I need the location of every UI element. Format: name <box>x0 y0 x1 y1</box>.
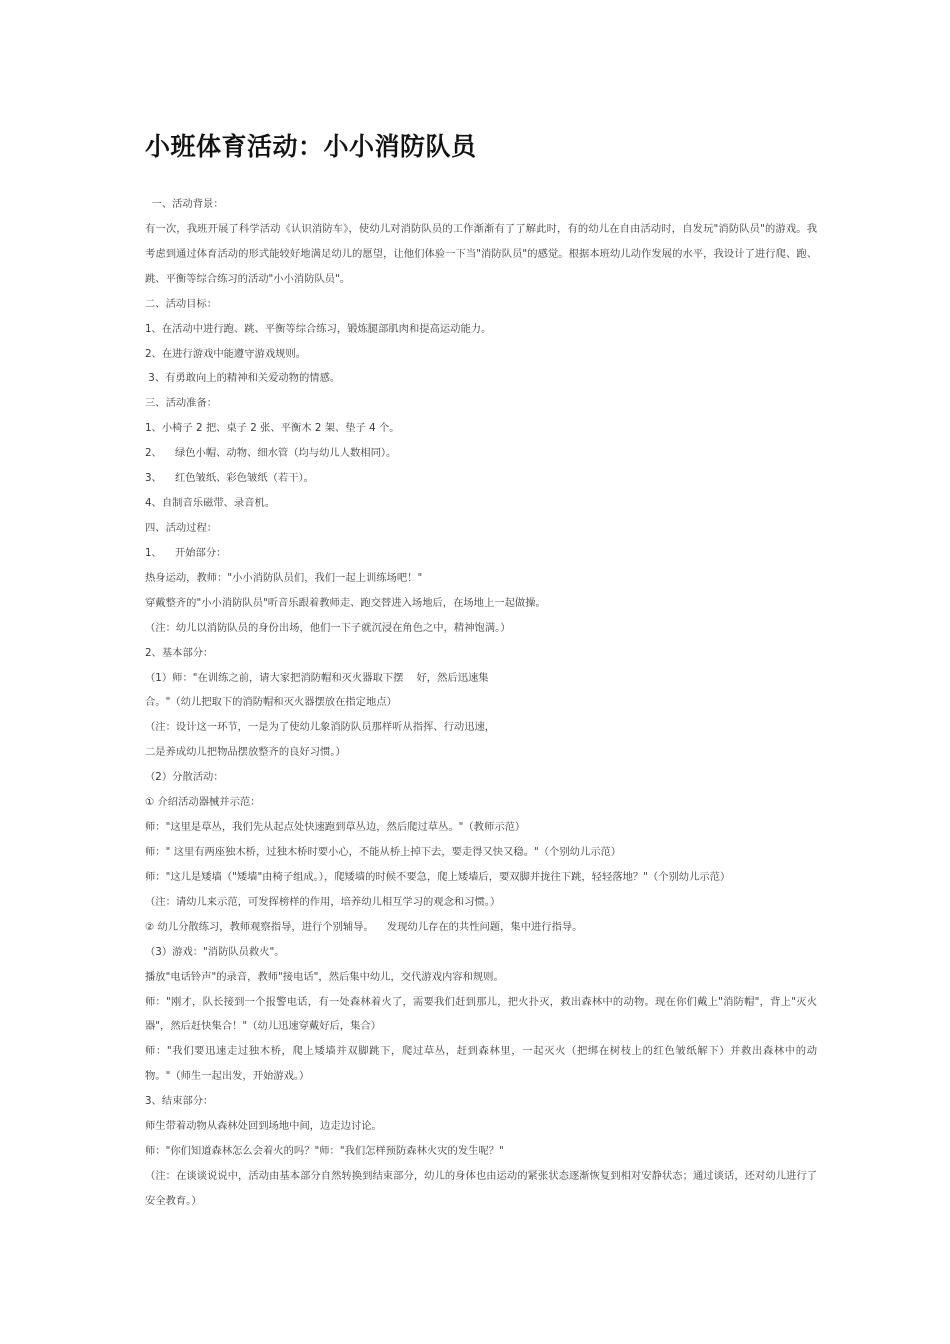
section-heading-goals: 二、活动目标： <box>145 297 218 310</box>
document-title: 小班体育活动：小小消防队员 <box>145 132 477 161</box>
document-body <box>145 192 817 1214</box>
paragraph: 师："刚才，队长接到一个报警电话，有一处森林着火了，需要我们赶到那儿，把火扑灭，救出森林中的动物。现在你们戴上"消防帽"，背上"灭火器"，然后赶快集合！"（幼儿迅速穿戴好后，集合） <box>145 995 817 1033</box>
paragraph: 师："我们要迅速走过独木桥，爬上矮墙并双脚跳下，爬过草丛，赶到森林里，一起灭火（把绑在树枝上的红色皱纸解下）并救出森林中的动物。"（师生一起出发，开始游戏。） <box>145 1045 817 1083</box>
note-line: （注：设计这一环节，一是为了使幼儿象消防队员那样听从指挥、行动迅速， <box>145 721 496 734</box>
section-heading-background: 一、活动背景： <box>145 198 224 210</box>
process-step-3-heading: 3、结束部分： <box>145 1095 214 1108</box>
text-line: 穿戴整齐的"小小消防队员"听音乐跟着教师走、跑交替进入场地后，在场地上一起做操。 <box>145 596 546 609</box>
sub-heading: ① 介绍活动器械并示范： <box>145 796 261 809</box>
note-line: 二是养成幼儿把物品摆放整齐的良好习惯。） <box>145 746 346 759</box>
sub-heading: （3）游戏："消防队员救火"。 <box>145 945 285 958</box>
prep-item-3: 3、 红色皱纸、彩色皱纸（若干）。 <box>145 472 314 485</box>
prep-item-2: 2、 绿色小帽、动物、细水管（均与幼儿人数相同）。 <box>145 447 397 460</box>
text-line: 师："这儿是矮墙（"矮墙"由椅子组成。），爬矮墙的时候不要急，爬上矮墙后，要双脚并拢往下跳，轻轻落地？"（个别幼儿示范） <box>145 870 731 883</box>
section-heading-process: 四、活动过程： <box>145 521 218 534</box>
text-line: 热身运动，教师："小小消防队员们，我们一起上训练场吧！" <box>145 571 423 584</box>
note-line: （注：请幼儿来示范，可发挥榜样的作用，培养幼儿相互学习的观念和习惯。） <box>145 895 501 908</box>
goal-item-3: 3、有勇敢向上的精神和关爱动物的情感。 <box>145 372 341 385</box>
note-paragraph: （注：在谈谈说说中，活动由基本部分自然转换到结束部分，幼儿的身体也由运动的紧张状态逐渐恢复到相对安静状态；通过谈话，还对幼儿进行了安全教育。） <box>145 1169 817 1207</box>
text-line: 师生带着动物从森林处回到场地中间，边走边讨论。 <box>145 1120 382 1133</box>
note-line: （注：幼儿以消防队员的身份出场，他们一下子就沉浸在角色之中，精神饱满。） <box>145 621 511 634</box>
process-step-1-heading: 1、 开始部分： <box>145 546 227 559</box>
text-line: 师："这里是草丛，我们先从起点处快速跑到草丛边，然后爬过草丛。"（教师示范） <box>145 821 526 834</box>
prep-item-4: 4、自制音乐磁带、录音机。 <box>145 497 276 510</box>
paragraph-background: 有一次，我班开展了科学活动《认识消防车》，使幼儿对消防队员的工作渐渐有了了解此时，有的幼儿在自由活动时，自发玩"消防队员"的游戏。我考虑到通过体育活动的形式能较好地满足幼儿的愿望，让他们体验一下当"消防队员"的感觉。根据本班幼儿动作发展的水平，我设计了进行爬、跑、跳、平衡等综合练习的活动"小小消防队员"。 <box>145 222 817 285</box>
section-heading-preparation: 三、活动准备： <box>145 397 218 410</box>
goal-item-1: 1、在活动中进行跑、跳、平衡等综合练习，锻炼腿部肌肉和提高运动能力。 <box>145 322 492 335</box>
text-line: 师："你们知道森林怎么会着火的吗？"师："我们怎样预防森林火灾的发生呢？" <box>145 1145 504 1158</box>
text-line: 师：" 这里有两座独木桥，过独木桥时要小心，不能从桥上掉下去，要走得又快又稳。"（个别幼儿示范） <box>145 845 622 858</box>
process-step-2-heading: 2、基本部分： <box>145 646 214 659</box>
text-line: 合。"（幼儿把取下的消防帽和灭火器摆放在指定地点） <box>145 696 397 709</box>
text-line: 播放"电话铃声"的录音，教师"接电话"，然后集中幼儿，交代游戏内容和规则。 <box>145 970 504 983</box>
text-line: ② 幼儿分散练习，教师观察指导，进行个别辅导。 发现幼儿存在的共性问题，集中进行指导。 <box>145 920 583 933</box>
text-line: （1）师："在训练之前，请大家把消防帽和灭火器取下摆 好，然后迅速集 <box>145 671 489 684</box>
prep-item-1: 1、小椅子 2 把、桌子 2 张、平衡木 2 架、垫子 4 个。 <box>145 422 400 435</box>
goal-item-2: 2、在进行游戏中能遵守游戏规则。 <box>145 347 307 360</box>
sub-heading: （2）分散活动： <box>145 771 224 784</box>
